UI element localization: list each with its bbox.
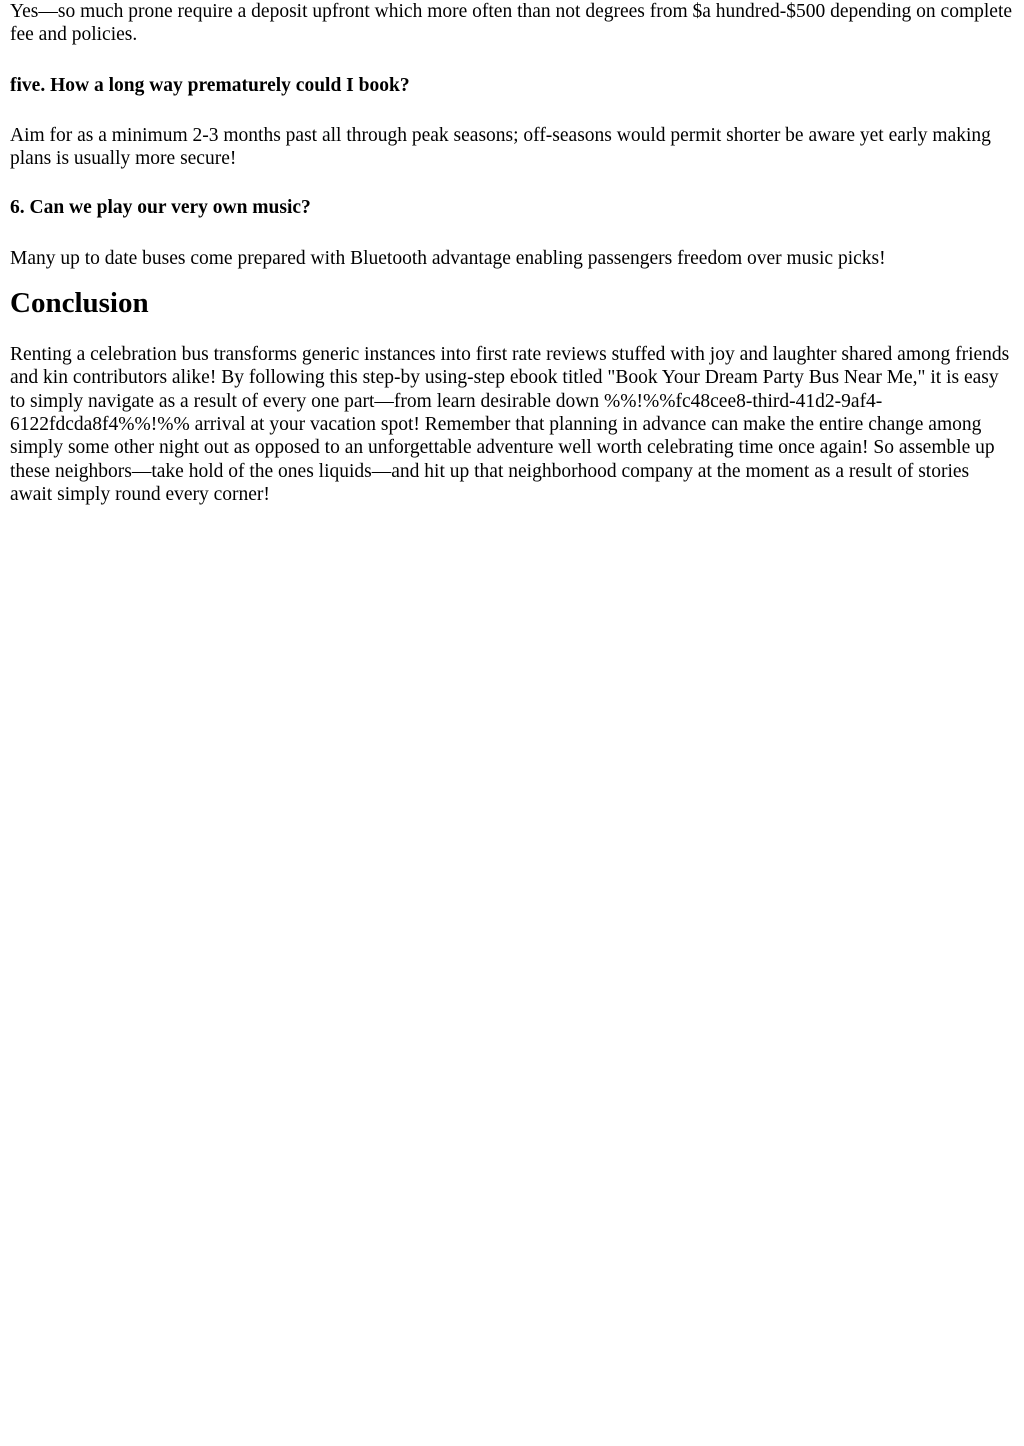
conclusion-paragraph: Renting a celebration bus transforms generic instances into first rate reviews stuffed with joy and laughter shared among friends and kin contributors alike! By following this step-by using-step ebook titled "Book Your Dream Party Bus Near Me," it is easy to simply navigate as a result of every one part—from learn desirable down %%!%%fc48cee8-third-41d2-9af4-6122fdcda8f4%%!%% arrival at your vacation spot! Remember that planning in advance can make the entire change among simply some other night out as opposed to an unforgettable adventure well worth celebrating time once again! So assemble up these neighbors—take hold of the ones liquids—and hit up that neighborhood company at the moment as a result of stories await simply round every corner! — [10, 344, 1010, 505]
conclusion-heading: Conclusion — [10, 287, 149, 320]
article-content — [10, 0, 1014, 506]
faq-question-6: 6. Can we play our very own music? — [10, 197, 311, 219]
faq-answer-deposit: Yes—so much prone require a deposit upfront which more often than not degrees from $a hundred-$500 depending on complete fee and policies. — [10, 1, 1013, 46]
faq-answer-5: Aim for as a minimum 2-3 months past all through peak seasons; off-seasons would permit shorter be aware yet early making plans is usually more secure! — [10, 124, 991, 170]
faq-question-5: five. How a long way prematurely could I book? — [10, 74, 410, 96]
faq-answer-6: Many up to date buses come prepared with Bluetooth advantage enabling passengers freedom over music picks! — [10, 247, 886, 269]
